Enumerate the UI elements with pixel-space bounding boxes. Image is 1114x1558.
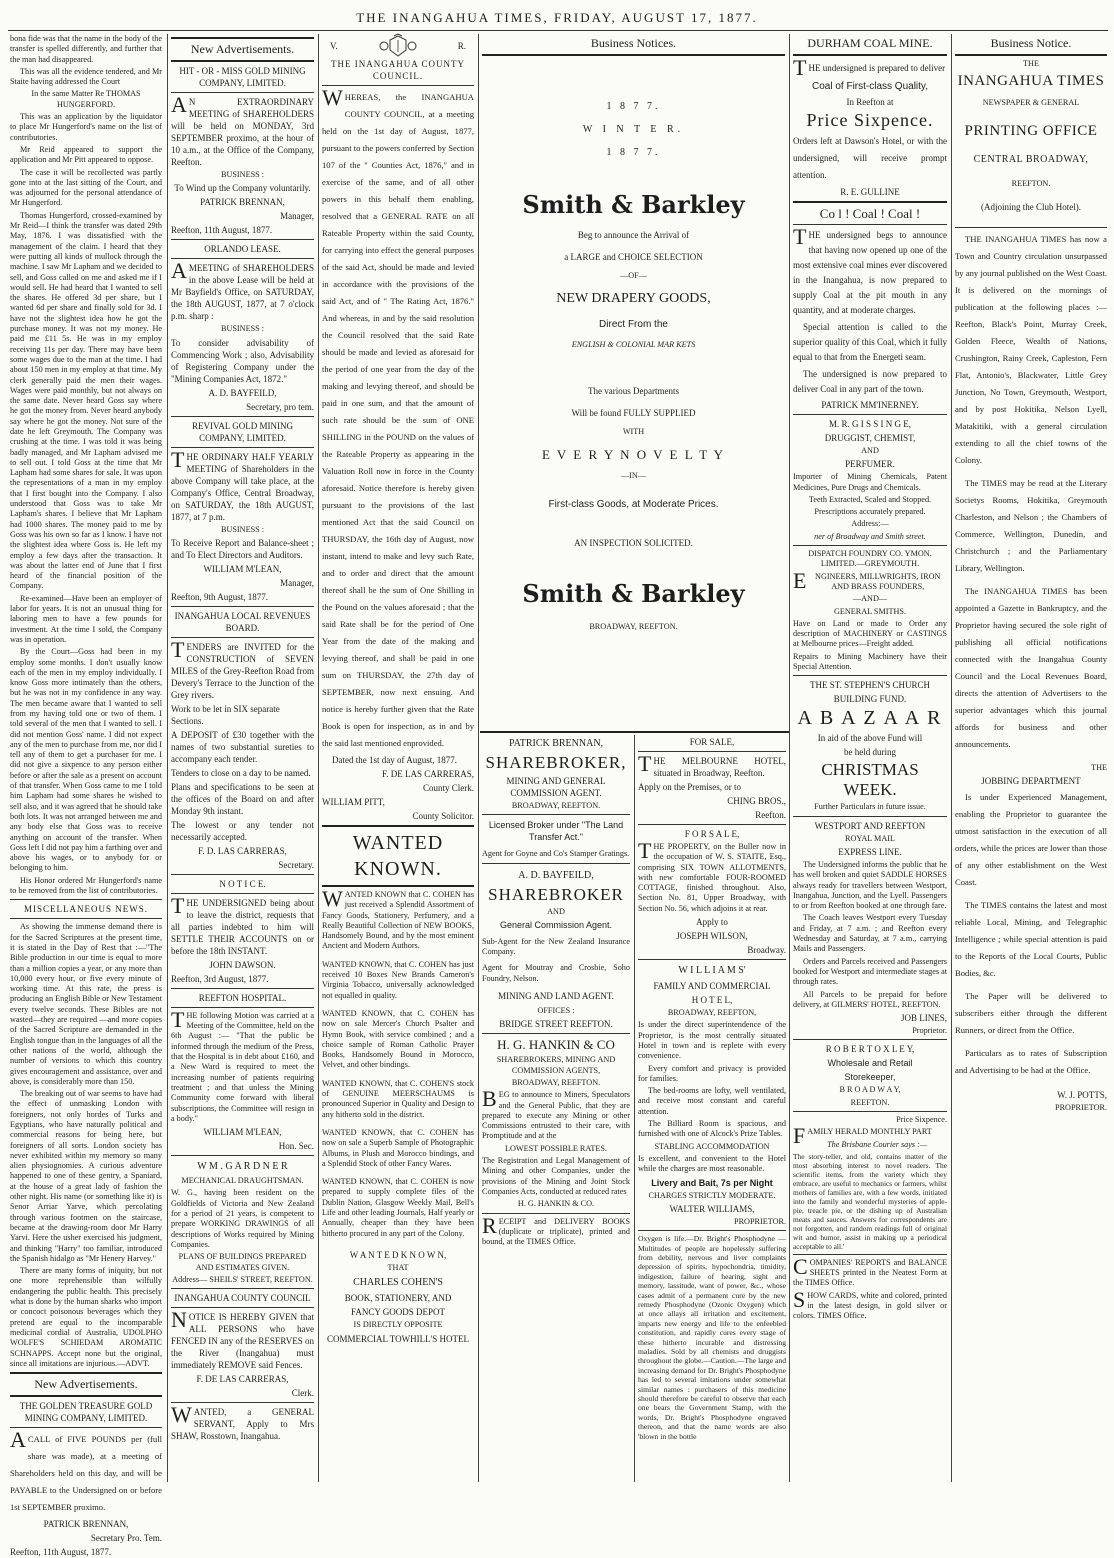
times-line: JOBBING DEPARTMENT [981, 776, 1081, 787]
hotel-body: The Billiard Room is spacious, and furnished with one of Alcock's Prize Tables. [638, 1119, 786, 1139]
wanted-known-title: WANTED KNOWN. [352, 832, 444, 880]
ad-address: Address— SHEILS' STREET, REEFTON. [172, 1274, 313, 1284]
hotel-line: STABLING ACCOMMODATION [654, 1141, 770, 1151]
divider [793, 54, 947, 56]
hotel-body: Every comfort and privacy is provided for families. [638, 1063, 786, 1083]
times-line: CENTRAL BROADWAY, [973, 153, 1089, 165]
ad-role: Manager, [280, 577, 314, 588]
wanted-item: WANTED KNOWN that C. COHEN has just received a Splendid Assortment of Fancy Goods, Stationery, Perfumery, and a Really Beautiful Collection of NEW BOOKS, Handsomely Bound, and by the most eminent Ancient and Modern Authors. [322, 886, 474, 951]
ad-line: WITH [622, 426, 645, 436]
hotel-signature: WALTER WILLIAMS, [669, 1203, 755, 1214]
divider [171, 416, 314, 417]
sale-contact: JOSEPH WILSON, [676, 931, 748, 942]
ad-subhead: BUSINESS : [221, 170, 264, 179]
ad-date: Reefton, 9th August, 1877. [171, 591, 268, 602]
ad-signature: WILLIAM M'LEAN, [203, 1127, 282, 1138]
ad-body: To Wind up the Company voluntarily. [174, 183, 311, 194]
ad-body: A DEPOSIT of £30 together with the names of two substantial sureties to accompany each tender. [171, 729, 314, 764]
divider [171, 239, 314, 240]
wanted-item: WANTED KNOWN, that C. COHEN has just received 10 Boxes New Brands Cameron's Virginia Tobacco, universally acknowledged not equalled in quality. [322, 959, 474, 1000]
broker-desc: MINING AND LAND AGENT. [498, 991, 614, 1002]
ad-signature: PATRICK BRENNAN, [43, 1519, 129, 1530]
divider [793, 816, 947, 817]
wanted-item: WANTED KNOWN, that C. COHEN'S stock of GENUINE MEERSCHAUMS is pronounced Superior in Quality and Design to any hitherto sold in the district. [322, 1078, 474, 1119]
ad-subhead: BUSINESS : [221, 324, 264, 334]
cohen-line: IS DIRECTLY OPPOSITE [353, 1320, 443, 1330]
column-rule [634, 735, 635, 1482]
sale-contact: Broadway. [747, 945, 786, 956]
chemist-body: Teeth Extracted, Scaled and Stopped. [808, 494, 932, 504]
ad-signature: A. D. BAYFEILD, [208, 387, 277, 398]
foundry-line: DISPATCH FOUNDRY CO. YMON. LIMITED.—GREYMOUTH. [808, 549, 932, 569]
section-heading: New Advertisements. [34, 1377, 138, 1392]
mail-line: WESTPORT AND REEFTON [814, 820, 926, 831]
column-3 [322, 34, 474, 1484]
divider [482, 1213, 630, 1214]
ad-body: THE ORDINARY HALF YEARLY MEETING of Shareholders in the above Company will take place, at the Company's Office, Central Broadway, on SATURDAY, the 18th AUGUST, 1877, at 7 p.m. [171, 446, 314, 522]
ad-line: The various Departments [588, 385, 679, 396]
chemist-body: Importer of Mining Chemicals, Patent Medicines, Pure Drugs and Chemicals. [793, 472, 947, 492]
ad-body: The undersigned is now prepared to deliver Coal in any part of the town. [793, 369, 947, 394]
receipt-ad: RECEIPT and DELIVERY BOOKS (duplicate or triplicate), printed and bound, at the TIMES Office. [482, 1212, 630, 1247]
ad-highlight: E V E R Y N O V E L T Y [541, 446, 726, 462]
ad-body: THE undersigned is prepared to deliver [793, 55, 946, 80]
ad-body: W. G., having been resident on the Goldfields of Victoria and New Zealand for a period of 21 years, is competent to prepare WORKING DRAWINGS of all descriptions of Works required by Mining Companies. [171, 1188, 314, 1249]
sale-heading: FOR SALE, [689, 737, 735, 747]
notice-date: Dated the 1st day of August, 1877. [332, 755, 457, 765]
court-paragraph: By the Court—Goss had been in my employ some months. I don't usually know each of the men in my employ individually. I know Goss more intimately than the others, but he was not in my confidence in any way. The men became aware that I wanted to sell from my having told one or two of them. I told several of the men that I wanted to sell. I did not mention Goss' name. I did not expect any of the men to purchase from me, nor did I tell any of them to get a purchaser for me. I did not give a sixpence to any person either before or after the sale as a present on account of that transfer. When Goss came to me I told him Lapham had some shares he wished to sell also, and it was agreed that he should take both lots. It was not arranged between me and any body else that Goss was to receive anything on account of the transfer. When Goss left I did not pay him a farthing over and above his wages, or to anybody for or belonging to him. [10, 647, 162, 873]
ad-body: THE undersigned begs to announce that having now opened up one of the most extensive coal mines ever discovered in the Inangahua, is now prepared to supply Coal at the pit mouth in any quantity, and at moderate charges. [793, 224, 947, 315]
divider [171, 447, 314, 448]
sale-body: Apply to [696, 917, 728, 928]
divider [482, 54, 785, 56]
ad-body: The lowest or any tender not necessarily accepted. [171, 819, 314, 842]
notice-role: County Clerk. [423, 783, 474, 793]
ad-title: THE GOLDEN TREASURE GOLD MINING COMPANY, LIMITED. [19, 1401, 153, 1424]
chemist-line: AND [861, 446, 879, 455]
ad-title: Co l ! Coal ! Coal ! [819, 206, 921, 221]
column-rule [478, 34, 479, 1482]
broker-signature: H. G. HANKIN & CO. [517, 1199, 595, 1209]
broker-body: BEG to announce to Miners, Speculators and the General Public, that they are prepared to execute any Mining or other Commissions entrusted to their care, with Promptitude and at the [482, 1086, 630, 1141]
divider [171, 1155, 314, 1156]
ad-body: Work to be let in SIX separate Sections. [171, 703, 280, 726]
ad-date: Reefton, 11th August, 1877. [10, 1547, 112, 1558]
times-body: The Paper will be delivered to subscribers either through the different Runners, or direct from the Office. [955, 991, 1107, 1036]
divider [171, 60, 314, 62]
ad-signature: PATRICK BRENNAN, [200, 197, 285, 208]
divider [793, 224, 947, 225]
divider [638, 959, 786, 960]
divider [171, 637, 314, 638]
column-rule [318, 34, 319, 1482]
store-line: R O B E R T O X L E Y, [825, 1044, 915, 1055]
times-body: Is under Experienced Management, enabling the Proprietor to guarantee the utmost satisfaction in the execution of all orders, while the prices are lower than those of any other establishment on the West Coast. [955, 792, 1107, 888]
mail-role: Proprietor. [912, 1026, 947, 1036]
court-paragraph: bona fide was that the name in the body of the transfer is spelled differently, and further that the man had disappeared. [10, 34, 162, 64]
ad-line: Will be found FULLY SUPPLIED [571, 407, 696, 418]
column-rule [167, 34, 168, 1482]
times-body: Particulars as to rates of Subscription and Advertising to be had at the Office. [955, 1048, 1107, 1076]
divider [171, 874, 314, 875]
times-line: NEWSPAPER & GENERAL [982, 98, 1080, 108]
court-paragraph: Re-examined—Have been an employer of labor for years. It is not an unusual thing for laboring men to have a few pounds for investment. At the time I sold, the Company was in operation. [10, 593, 162, 644]
ad-date: Reefton, 3rd August, 1877. [171, 973, 269, 984]
herald-title: FAMILY HERALD MONTHLY PART [793, 1123, 932, 1149]
ad-line: —IN— [620, 470, 646, 480]
column-4-bottom-left [482, 736, 630, 1482]
column-7 [955, 34, 1107, 1484]
hotel-line: H O T E L, [691, 995, 733, 1006]
court-paragraph: This was an application by the liquidator to place Mr Hungerford's name on the list of contributories. [10, 112, 162, 142]
foundry-line: ENGINEERS, MILLWRIGHTS, IRON AND BRASS FOUNDERS, [793, 567, 941, 593]
ad-role: Secretary. [278, 859, 314, 870]
mail-body: The Undersigned informs the public that he has well broken and quiet SADDLE HORSES always ready for travellers between Westport, Inangahua, Junction, and the Lyell. Passengers to or from Reefton booked at one through fare. [793, 859, 947, 911]
times-body: THE INANGAHUA TIMES has now a Town and Country circulation unsurpassed by any journal published on the West Coast. It is delivered on the mornings of publication at the following places :—Reefton, Black's Point, Murray Creek, Golden Fleece, Wealth of Nations, Crushington, Rainy Creek, Capleston, Fern Flat, Antonio's, Blackwater, Little Grey Junction, No Town, Greymouth, Westport, and by post Hokitika, Nelson Lyell, Matakitiki, with a general circulation extending to all the chief towns of the Colony. [955, 233, 1107, 465]
news-paragraph: There are many forms of iniquity, but not one more reprehensible than wilfully endangering the public health. This precisely what is done by the human sharks who import or concoct poisonous beverages which they pretend are equal to the incomparable medicinal cordial of Australia, UDOLPHO WOLFE'S SCHIEDAM AROMATIC SCHNAPPS. Accept none but the original, since all imitations are injurious.—ADVT. [10, 1266, 162, 1368]
foundry-line: GENERAL SMITHS. [833, 606, 907, 616]
ad-line: AN INSPECTION SOLICITED. [574, 538, 693, 549]
ad-title: REVIVAL GOLD MINING COMPANY, LIMITED. [192, 420, 293, 443]
store-line: REEFTON. [850, 1097, 890, 1107]
broker-agent: Agent for Goyne and Co's Stamper Gratings. [482, 849, 630, 859]
ad-line: ENGLISH & COLONIAL MAR KETS [571, 340, 696, 350]
broker-body: The Registration and Legal Management of Mining and other Companies, under the provisions of the Mining and Joint Stock Companies Acts, conducted at reduced rates [482, 1156, 630, 1196]
crest-letter: R. [457, 41, 466, 51]
broker-name: A. D. BAYFEILD, [518, 869, 594, 881]
mail-line: ROYAL MAIL [845, 833, 895, 843]
christmas-title: CHRISTMAS WEEK. [821, 760, 919, 800]
foundry-body: Have on Land or made to Order any description of MACHINERY or CASTINGS at Melbourne prices—Freight added. [793, 618, 947, 649]
cohen-line: COMMERCIAL TOWHILL'S HOTEL [327, 1333, 469, 1344]
divider [793, 414, 947, 415]
broker-agent: Sub-Agent for the New Zealand Insurance Company. [482, 936, 630, 957]
times-line: REEFTON. [1011, 178, 1051, 188]
mail-signature: JOB LINES, [900, 1013, 947, 1024]
sale-body: Apply on the Premises, or to [638, 782, 741, 792]
mail-body: All Parcels to be prepaid for before delivery, at GILMERS' HOTEL, REEFTON. [793, 989, 947, 1009]
times-line: PRINTING OFFICE [964, 122, 1098, 139]
times-line: (Adjoining the Club Hotel). [981, 201, 1081, 212]
chemist-line: M. R. G I S S I N G E, [828, 419, 911, 429]
sale-contact: Reefton. [755, 810, 786, 820]
section-heading: MISCELLANEOUS NEWS. [24, 904, 148, 915]
section-heading: New Advertisements. [190, 42, 295, 56]
times-line: THE [1091, 762, 1107, 772]
ad-line: a LARGE and CHOICE SELECTION [564, 252, 703, 262]
chemist-line: PERFUMER. [845, 459, 895, 470]
divider [171, 988, 314, 989]
sale-contact: CHING BROS., [727, 796, 786, 806]
times-role: PROPRIETOR. [1055, 1103, 1107, 1113]
ad-title: W M . G A R D N E R [197, 1161, 288, 1173]
times-body: The INANGAHUA TIMES has been appointed a Gazette in Bankruptcy, and the Proprietor having secured the sole right of publishing all official notifications connected with the Inangahua County Council and the Local Revenues Board, directs the attention of Advertisers to the superior advantages which this journal affords for business and other announcements. [955, 585, 1107, 749]
divider [955, 54, 1107, 56]
court-paragraph: Mr Reid appeared to support the application and Mr Pitt appeared to oppose. [10, 144, 162, 165]
divider [171, 606, 314, 607]
masthead: THE INANGAHUA TIMES, FRIDAY, AUGUST 17, 1877. [356, 10, 758, 25]
court-paragraph: This was all the evidence tendered, and Mr Staite having addressed the Court [10, 66, 162, 87]
broker-agent: Agent for Moutray and Crosbie, Soho Foundry, Nelson. [482, 963, 630, 983]
broker-trade: SHAREBROKER [488, 884, 624, 904]
year-line: 1 8 7 7. [606, 101, 661, 112]
church-line: Further Particulars in future issue. [814, 802, 926, 812]
ad-role: Manager, [280, 211, 314, 222]
divider [482, 863, 630, 864]
ad-highlight: NEW DRAPERY GOODS, [556, 291, 711, 307]
chemist-line: DRUGGIST, CHEMIST, [824, 433, 916, 443]
royal-crest [322, 34, 474, 58]
divider [638, 1230, 786, 1231]
chemist-body: Address:— [851, 519, 889, 529]
ad-body: ACALL of FIVE POUNDS per (full share was made), at a meeting of Shareholders held on this day, and will be PAYABLE to the Undersigned on or before 1st SEPTEMBER proximo. [10, 1427, 162, 1513]
sale-heading: F O R S A L E, [684, 829, 740, 839]
divider [482, 814, 630, 815]
print-ad: COMPANIES' REPORTS and BALANCE SHEETS printed in the Neatest Form at the TIMES Office. [793, 1253, 947, 1288]
hotel-body: Is under the direct superintendence of the Proprietor, is the most centrally situated Hotel in town and is replete with every convenience. [638, 1020, 786, 1061]
price-line: Price Sixpence. [806, 110, 934, 130]
ad-role: Clerk. [291, 1388, 314, 1399]
herald-quote-source: The Brisbane Courier says :— [827, 1139, 928, 1149]
notice-role: County Solicitor. [412, 811, 474, 821]
divider [10, 1372, 162, 1374]
ad-subhead: MECHANICAL DRAUGHTSMAN. [181, 1176, 304, 1186]
church-line: be held during [844, 747, 896, 758]
ad-title: HIT - OR - MISS GOLD MINING COMPANY, LIMITED. [179, 66, 306, 88]
divider [171, 1007, 314, 1008]
ad-body: AN EXTRAORDINARY MEETING of SHAREHOLDERS will be held on MONDAY, 3rd SEPTEMBER proximo, at the hour of 10 a.m., at the Office of the Company, Reefton. [171, 92, 314, 167]
mail-body: Orders and Parcels received and Passengers booked for Westport and intermediate stages at through rates. [793, 956, 947, 987]
coat-of-arms-icon [376, 34, 420, 58]
broker-desc: General Commission Agent. [499, 919, 613, 930]
column-2 [171, 34, 314, 1484]
ad-body: Plans and specifications to be seen at the offices of the Board on and after Monday 9th instant. [171, 781, 314, 816]
broker-address: BROADWAY, REEFTON. [511, 801, 601, 810]
divider [171, 893, 314, 894]
cohen-line: THAT [387, 1262, 409, 1272]
print-ad: SHOW CARDS, white and colored, printed in the latest design, in gold silver or colors. TIMES Office. [793, 1286, 947, 1321]
divider [10, 918, 162, 919]
crest-letter: V. [330, 41, 338, 51]
ad-body: WANTED, a GENERAL SERVANT, Apply to Mrs SHAW, Rosstown, Inangahua. [171, 1402, 314, 1442]
times-signature: W. J. POTTS, [1057, 1090, 1107, 1101]
column-1 [10, 34, 162, 1558]
ad-body: In Reefton at [846, 97, 894, 107]
hotel-line: W I L L I A M S' [678, 965, 746, 977]
hotel-body: Is excellent, and convenient to the Hotel while the charges are most reasonable. [638, 1153, 786, 1174]
times-title: INANGAHUA TIMES [957, 73, 1105, 90]
broker-offices: OFFICES : [537, 1006, 575, 1016]
ad-title: N O T I C E. [219, 878, 266, 889]
masthead-rule [8, 30, 1108, 31]
divider [171, 1288, 314, 1289]
firm-name: Smith & Barkley [522, 579, 745, 609]
connector: AND [547, 906, 565, 916]
broker-rates: LOWEST POSSIBLE RATES. [505, 1143, 607, 1153]
firm-name: Smith & Barkley [522, 190, 745, 219]
bazaar-title: A B A Z A A R [797, 707, 943, 730]
hotel-line: BROADWAY, REEFTON, [667, 1008, 757, 1018]
church-line: In aid of the above Fund will [817, 733, 923, 744]
ad-line: Beg to announce the Arrival of [577, 230, 690, 240]
ad-signature: R. E. GULLINE [840, 187, 900, 197]
ad-line: —OF— [620, 271, 647, 280]
ad-title: DURHAM COAL MINE. [807, 36, 933, 50]
divider [322, 825, 474, 827]
ad-body: PLANS OF BUILDINGS PREPARED AND ESTIMATES GIVEN. [178, 1252, 307, 1272]
ad-address: BROADWAY, REEFTON. [589, 622, 678, 632]
divider [482, 1033, 630, 1034]
hotel-role: PROPRIETOR. [734, 1216, 786, 1226]
broker-name: H. G. HANKIN & CO [497, 1037, 615, 1053]
divider [793, 675, 947, 676]
divider [793, 1111, 947, 1112]
ad-body: To consider advisability of Commencing Work ; also, Advisability of Registering Company under the "Mining Companies Act, 1872." [171, 337, 314, 384]
wanted-item: WANTED KNOWN, that C. COHEN has now on sale a Superb Sample of Photographic Albums, in Plush and Morocco bindings, and a Splendid Stock of other Fancy Wares. [322, 1127, 474, 1168]
column-4-top [482, 34, 785, 714]
broker-trade: SHAREBROKER, [485, 753, 627, 772]
cohen-line: BOOK, STATIONERY, AND [344, 1293, 452, 1304]
ad-body: NOTICE IS HEREBY GIVEN that ALL PERSONS who have FENCED IN any of the RESERVES on the River (Inangahua) must immediately REMOVE said Fences. [171, 1307, 314, 1371]
ad-body: To Receive Report and Balance-sheet ; and To Elect Directors and Auditors. [171, 537, 314, 560]
court-paragraph: The case it will be recollected was partly gone into at the last sitting of the Court, and was adjourned for the personal attendance of Mr Hungerford. [10, 167, 162, 208]
ad-signature: F. D. LAS CARRERAS, [198, 845, 287, 856]
ad-title: REEFTON HOSPITAL. [198, 992, 287, 1003]
section-heading: Business Notices. [590, 36, 677, 50]
court-paragraph: Thomas Hungerford, crossed-examined by Mr Reid—I think the transfer was dated 29th May, 1876. I was dissatisfied with the management of the claim. I heard that they were putting all kinds of mullock through the machine. I saw Mr Lapham and we decided to sell, and Goss called on me and asked me if I would sell. He had heard that I wanted to sell the shares. He offered 3d per share, but I wanted 6d per share and finally sold for 3d. I have not the slightest idea how he got the purchase money. It was not my money. He paid me £11 5s. He was in my employ receiving 11s per day. There may have been some wages due to the man at the time. I had about 150 men in my employ at that time. My clerk generally paid the men their wages. Wages were paid monthly, but not always on the same date. Never heard Goss say where he got the money from. Never heard anybody say where he got the money. Not sure of the date he left Greymouth. The Company was crushing at the time. I was told it was being badly managed, and Mr Lapham advised me to sell out. I told Goss at the time that Mr Lapham had some shares for sale. It was upon the representations of a man in my employ that I first bought into the Company. I also understood that Goss was to take Mr Lapham's shares. I believe that Mr Lapham had 1000 shares. The money paid to me by Goss was his own so far as I know. I have not the slightest idea where Goss is. He left my employ a few days after the transaction. It was about the latter end of June that I first heard of the financial position of the Company. [10, 210, 162, 591]
ad-body: THE following Motion was carried at a Meeting of the Committee, held on the 6th August :— "That the public be informed through the medium of the Press, that the Hospital is in debt about £160, and a New Ward is required to meet the increasing number of patients requiring treatment ; and that unless the Mining Community come forward with liberal subscriptions, the Committee will resign in a body." [171, 1006, 314, 1123]
ad-line: Direct From the [599, 319, 668, 331]
divider [10, 899, 162, 900]
chemist-address: ner of Broadway and Smith street. [814, 531, 926, 541]
divider [793, 201, 947, 203]
hotel-line: Livery and Bait, 7s per Night [651, 1177, 773, 1188]
sale-body: THE MELBOURNE HOTEL, situated in Broadway, Reefton. [638, 751, 786, 778]
notice-signature: WILLIAM PITT, [322, 797, 385, 807]
divider [322, 85, 474, 86]
hotel-body: The bed-rooms are lofty, well ventilated, and receive most constant and careful attention. [638, 1086, 786, 1116]
church-line: THE ST. STEPHEN'S CHURCH [810, 680, 930, 691]
column-6 [793, 34, 947, 1484]
notice-title: THE INANGAHUA COUNTY COUNCIL. [331, 59, 465, 81]
notice-signature: F. DE LAS CARRERAS, [381, 769, 474, 779]
ad-signature: PATRICK MM'INERNEY. [821, 400, 919, 410]
wanted-item: WANTED KNOWN, that C. COHEN is now prepared to supply complete files of the Dublin Nation, Glasgow Weekly Mail, Bell's Life and other leading Journals, Half yearly or Annually, cheaper than they have been hitherto procured in any part of the Colony. [322, 1177, 474, 1238]
times-line: THE [1023, 59, 1039, 68]
medicine-ad: Oxygen is life.—Dr. Bright's Phosphodyne —Multitudes of people are hopelessly suffering from debility, nervous and liver complaints depression of spirits, hypochondria, timidity, indigestion, failure of hearing, sight and memory, lassitude, want of power, &c., whose cases admit of a permanent cure by the new remedy Phosphodyne (Ozonic Oxygen) which at once allays all irritation and excitement, imparts new energy and life to the enfeebled constitution, and rapidly cures every stage of these hitherto incurable and distressing maladies. Sold by all chemists and druggists throughout the globe.—Caution.—The large and increasing demand for Dr. Bright's Phosphodyne has led to several imitations under somewhat similar names : purchasers of this medicine should therefore be careful to observe that each one bears the Government Stamp, with the words, Dr. Bright's Phosphodyne engraved thereon, and that the name words are also 'blown in the bottle [638, 1234, 786, 1441]
divider [171, 1402, 314, 1403]
divider [638, 824, 786, 825]
ad-signature: JOHN DAWSON. [209, 959, 276, 970]
ad-date: Reefton, 11th August, 1877. [171, 225, 273, 236]
foundry-body: Repairs to Mining Machinery have their Special Attention. [793, 651, 947, 672]
store-line: Storekeeper, [844, 1072, 896, 1083]
broker-trade: SHAREBROKERS, MINING AND COMMISSION AGENTS, [496, 1055, 616, 1075]
divider [171, 258, 314, 259]
divider [10, 1395, 162, 1397]
ad-body: Tenders to close on a day to be named. [171, 767, 311, 778]
column-4-bottom-right [638, 736, 786, 1482]
herald-price: Price Sixpence. [896, 1114, 947, 1124]
divider [793, 1039, 947, 1040]
divider [793, 545, 947, 546]
church-line: BUILDING FUND. [833, 694, 907, 705]
ad-body: AMEETING of SHAREHOLDERS in the above Lease will be held at Mr Bayfield's Office, on SATURDAY, the 18th AUGUST, 1877, at 7 o'clock p.m. sharp : [171, 258, 314, 322]
column-rule [951, 34, 952, 1482]
mail-body: The Coach leaves Westport every Tuesday and Friday, at 7 a.m. ; and Reefton every Wednesday and Saturday, at 7 a.m., carrying Mails and Passengers. [793, 913, 947, 954]
ad-body: Orders left at Dawson's Hotel, or with the undersigned, will receive prompt attention. [793, 136, 947, 180]
hotel-line: FAMILY AND COMMERCIAL [653, 981, 771, 992]
foundry-line: —AND— [852, 594, 888, 604]
broker-address: BROADWAY, REEFTON. [511, 1077, 601, 1087]
ad-title: ORLANDO LEASE. [204, 244, 281, 255]
chemist-body: Prescriptions accurately prepared. [814, 507, 926, 517]
broker-name: PATRICK BRENNAN, [508, 738, 604, 749]
wanted-item: WANTED KNOWN, that C. COHEN has now on sale Mercer's Church Psalter and Hymn Book, with service combined ; and a choice sample of Roman Catholic Prayer Books, Handsomely Bound in Morocco, Velvet, and other bindings. [322, 1008, 474, 1070]
ad-body: TENDERS are INVITED for the CONSTRUCTION of SEVEN MILES of the Grey-Reefton Road from Devery's Terrace to the Junction of the Grey rivers. [171, 636, 314, 700]
herald-body: The story-teller, and old, contains matter of the most absorbing interest to novel readers. The scientific items, from the variety which they embrace, are useful to mechanics or farmers, whilst mothers of families are, with a few words, initiated into the family and wonderful mysteries of apple-pie, treacle pie, or the dishing up of Australian meats and sauces. Answers for correspondents are not forgotten, and random readings full of original wit and humor, assist in making up a periodical acceptable to all.' [793, 1151, 947, 1251]
divider [793, 1254, 947, 1255]
divider [171, 37, 314, 39]
sale-body: THE PROPERTY, on the Buller now in the occupation of W. S. STAITE, Esq., comprising SIX TOWN ALLOTMENTS, with new comfortable FOUR-ROOMED COTTAGE, finished throughout. Also, Section No. 81, Upper Broadway, with Section No. 56, which adjoins it at rear. [638, 838, 786, 913]
divider [638, 751, 786, 752]
broker-address: BRIDGE STREET REEFTON. [499, 1019, 613, 1030]
ad-signature: WILLIAM M'LEAN, [203, 563, 282, 574]
ad-highlight: Coal of First-class Quality, [812, 81, 928, 92]
broker-desc: MINING AND GENERAL COMMISSION AGENT. [506, 776, 606, 798]
news-paragraph: As showing the immense demand there is for the Sacred Scriptures at the present time, it is stated in the Day of Rest that :—"The Bible production in our time is equal to more than a million copies a year, or any more than 10,000 every hour, or five every minute of working time. At this rate, the press is producing an English Bible or New Testament every twelve seconds. These Bibles are not wasted—they are required —and more copies of the Sacred Scripture are demanded in the English tongue than in the languages of all the other nations of the world, although the number of versions to which this country gives encouragement and assistance, over and above, is considerably more than 150. [10, 922, 162, 1086]
ad-subhead: BUSINESS : [221, 524, 264, 534]
ad-role: Secretary Pro. Tem. [90, 1533, 162, 1544]
divider [322, 885, 474, 887]
ad-title: INANGAHUA COUNTY COUNCIL [174, 1293, 311, 1304]
case-heading: In the same Matter Re THOMAS HUNGERFORD. [31, 89, 141, 109]
news-paragraph: The breaking out of war seems to have had the effect of unmasking London with foreigners, not only hordes of Turks and Egyptians, who have naturally political and commercial reasons for being here, but foreigners of all sorts. London society has never exhibited within my memory so many alien physiognomies. A curious adventure happened to one of these gentry, a Spaniard, at the house of a great lady of fashion the other night. His name (or something like it) is Senor Arriar Yarve, which percolating through various footmen on the staircase, became at the drawing-room door Mr Harry Yarvi. Here the usher exercised his judgment, and thinking "Harry" too familiar, introduced the Spanish hidalgo as "Mr Henery Harvey." [10, 1089, 162, 1263]
divider [955, 227, 1107, 228]
times-body: The TIMES contains the latest and most reliable Local, Mining, and Telegraphic Intelligence ; while special attention is paid to the Reports of the Local Courts, Public Bodies, &c. [955, 900, 1107, 979]
column-rule [789, 34, 790, 1482]
cohen-line: CHARLES COHEN'S [353, 1277, 443, 1289]
ad-body: Special attention is called to the superior quality of this Coal, which it fully equal to that from the Energeti seam. [793, 322, 947, 362]
hotel-line: CHARGES STRICTLY MODERATE. [648, 1190, 776, 1200]
store-line: Wholesale and Retail [827, 1058, 913, 1069]
divider [171, 92, 314, 93]
section-heading: Business Notice. [990, 36, 1072, 50]
divider [10, 1427, 162, 1428]
ad-body: THE UNDERSIGNED being about to leave the district, requests that all parties indebted to him will SETTLE THEIR ACCOUNTS on or before the 18th INSTANT. [171, 892, 314, 956]
ad-role: Secretary, pro tem. [246, 401, 314, 412]
ad-title: INANGAHUA LOCAL REVENUES BOARD. [174, 610, 311, 633]
ad-signature: F. DE LAS CARRERAS, [196, 1374, 289, 1385]
cohen-line: W A N T E D K N O W N, [349, 1249, 447, 1260]
mail-line: EXPRESS LINE. [838, 846, 902, 857]
court-paragraph: His Honor ordered Mr Hungerford's name to be removed from the list of contributories. [10, 875, 162, 896]
store-line: B R O A D W A Y, [839, 1085, 901, 1095]
cohen-line: FANCY GOODS DEPOT [350, 1307, 445, 1318]
divider [171, 1307, 314, 1308]
broker-licence: Licensed Broker under "The Land Transfer Act." [488, 820, 624, 843]
ad-role: Hon. Sec. [278, 1141, 314, 1152]
ad-line: First-class Goods, at Moderate Prices. [548, 499, 719, 511]
year-line: 1 8 7 7. [606, 147, 661, 158]
times-body: The TIMES may be read at the Literary Societys Rooms, Hokitika, Greymouth Charleston, and Nelson ; the Chambers of Commerce, Wellington, Dunedin, and Christchurch ; and the Parliamentary Library, Wellington. [955, 477, 1107, 573]
divider [480, 731, 789, 733]
season-line: W I N T E R. [582, 124, 685, 135]
notice-body: WHEREAS, the INANGAHUA COUNTY COUNCIL, at a meeting held on the 1st day of August, 1877, pursuant to the powers conferred by Section 107 of the " Counties Act, 1876," and in exercise of the same, and of all other powers in this behalf them enabling, resolved that a GENERAL RATE on all Rateable Property within the said County, for carrying into effect the general purposes of the said Act, should be made and levied in accordance with the provisions of the said Act, and of " The Rating Act, 1876." And whereas, in and by the said resolution the Council resolved that the said Rate should be made and levied as aforesaid for the period of one year from the day of the making and levying thereof, and should be paid in one sum, and that the amount of such rate should be the sum of ONE SHILLING in the POUND on the values of the Rateable Property as appearing in the Valuation Roll now in force in the County aforesaid. Notice therefore is hereby given pursuant to the provisions of the last mentioned Act that the said Council on THURSDAY, the 16th day of August, now instant, intend to make and levy such Rate, and to order and direct that the amount thereof shall be the sum of One Shilling in the Pound on the values aforesaid ; that the said Rate shall be for the period of One Year from the date of the making and levying thereof, and shall be paid in one sum on THURSDAY, the 27th day of SEPTEMBER, now next ensuing. And notice is hereby further given that the Rate Book is open for inspection, as in and by the said last mentioned enprovided. [322, 85, 474, 748]
